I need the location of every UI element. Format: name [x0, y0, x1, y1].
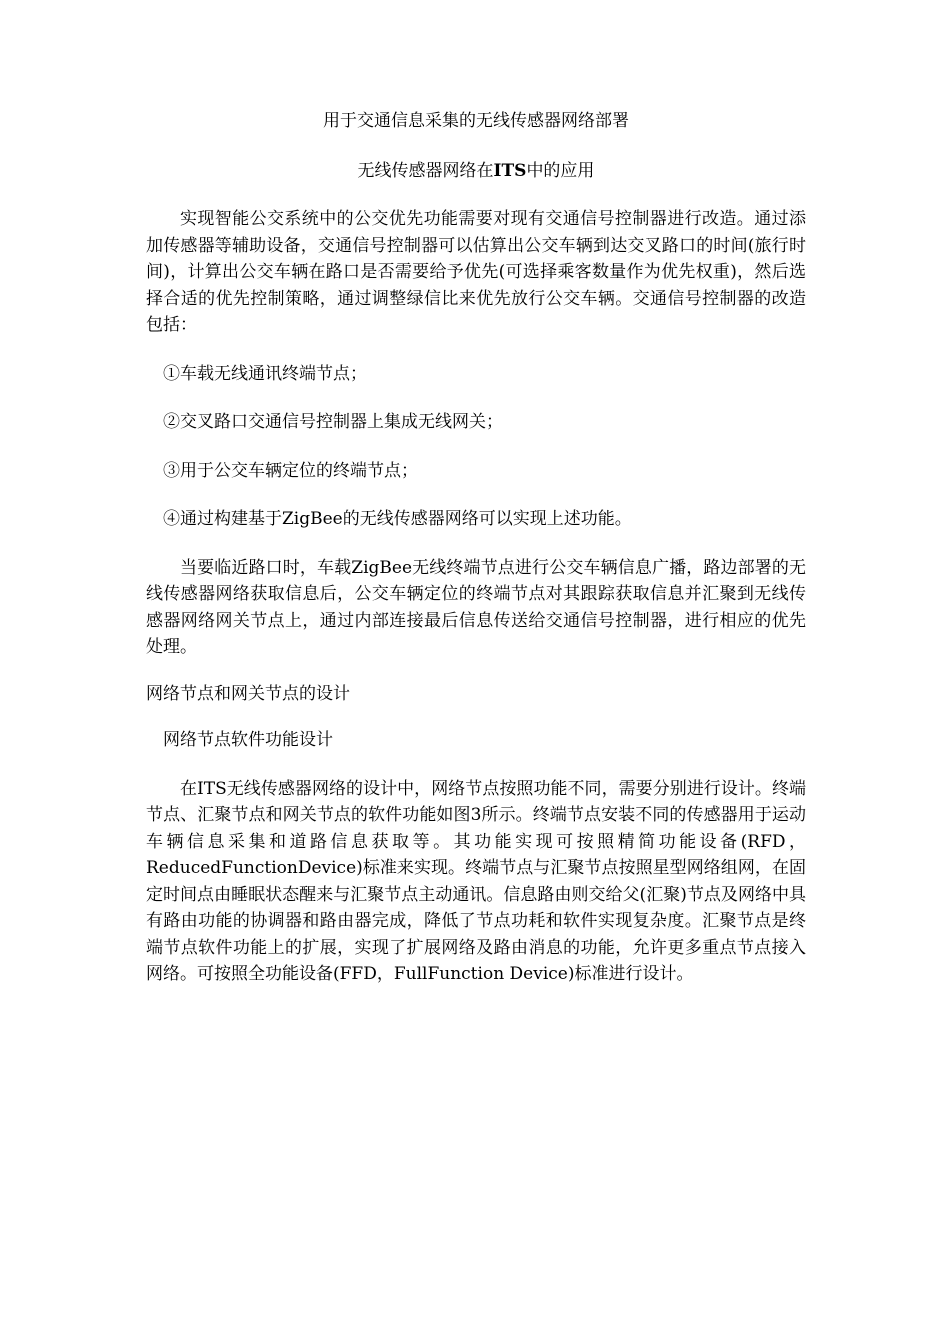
list-item-4: ④通过构建基于ZigBee的无线传感器网络可以实现上述功能。 [163, 509, 632, 529]
list-item-1: ①车载无线通讯终端节点； [163, 363, 367, 384]
section-title-suffix: 中的应用 [526, 161, 595, 181]
heading-node-design: 网络节点和网关节点的设计 [146, 683, 350, 704]
document-page [146, 108, 806, 988]
list-item-2: ②交叉路口交通信号控制器上集成无线网关； [163, 412, 503, 432]
paragraph-process: 当要临近路口时，车载ZigBee无线终端节点进行公交车辆信息广播，路边部署的无线传感器网络获取信息后，公交车辆定位的终端节点对其跟踪获取信息并汇聚到无线传感器网络网关节点上，通过内部连接最后信息传送给交通信号控制器，进行相应的优先处理。 [146, 557, 806, 657]
list-item-3: ③用于公交车辆定位的终端节点； [163, 460, 418, 481]
section-title-its: ITS [493, 161, 527, 181]
paragraph-intro: 实现智能公交系统中的公交优先功能需要对现有交通信号控制器进行改造。通过添加传感器等辅助设备，交通信号控制器可以估算出公交车辆到达交叉路口的时间(旅行时间)，计算出公交车辆在路口是否需要给予优先(可选择乘客数量作为优先权重)，然后选择合适的优先控制策略，通过调整绿信比来优先放行公交车辆。交通信号控制器的改造包括： [146, 209, 806, 335]
section-title [146, 158, 806, 184]
paragraph-software: 在ITS无线传感器网络的设计中，网络节点按照功能不同，需要分别进行设计。终端节点、汇聚节点和网关节点的软件功能如图3所示。终端节点安装不同的传感器用于运动车辆信息采集和道路信息获取等。其功能实现可按照精简功能设备(RFD，ReducedFunctionDevice)标准来实现。终端节点与汇聚节点按照星型网络组网，在固定时间点由睡眠状态醒来与汇聚节点主动通讯。信息路由则交给父(汇聚)节点及网络中具有路由功能的协调器和路由器完成，降低了节点功耗和软件实现复杂度。汇聚节点是终端节点软件功能上的扩展，实现了扩展网络及路由消息的功能，允许更多重点节点接入网络。可按照全功能设备(FFD，FullFunction Device)标准进行设计。 [146, 778, 806, 984]
subheading-software-design: 网络节点软件功能设计 [163, 730, 333, 750]
section-title-prefix: 无线传感器网络在 [357, 161, 494, 181]
document-title: 用于交通信息采集的无线传感器网络部署 [323, 111, 629, 131]
